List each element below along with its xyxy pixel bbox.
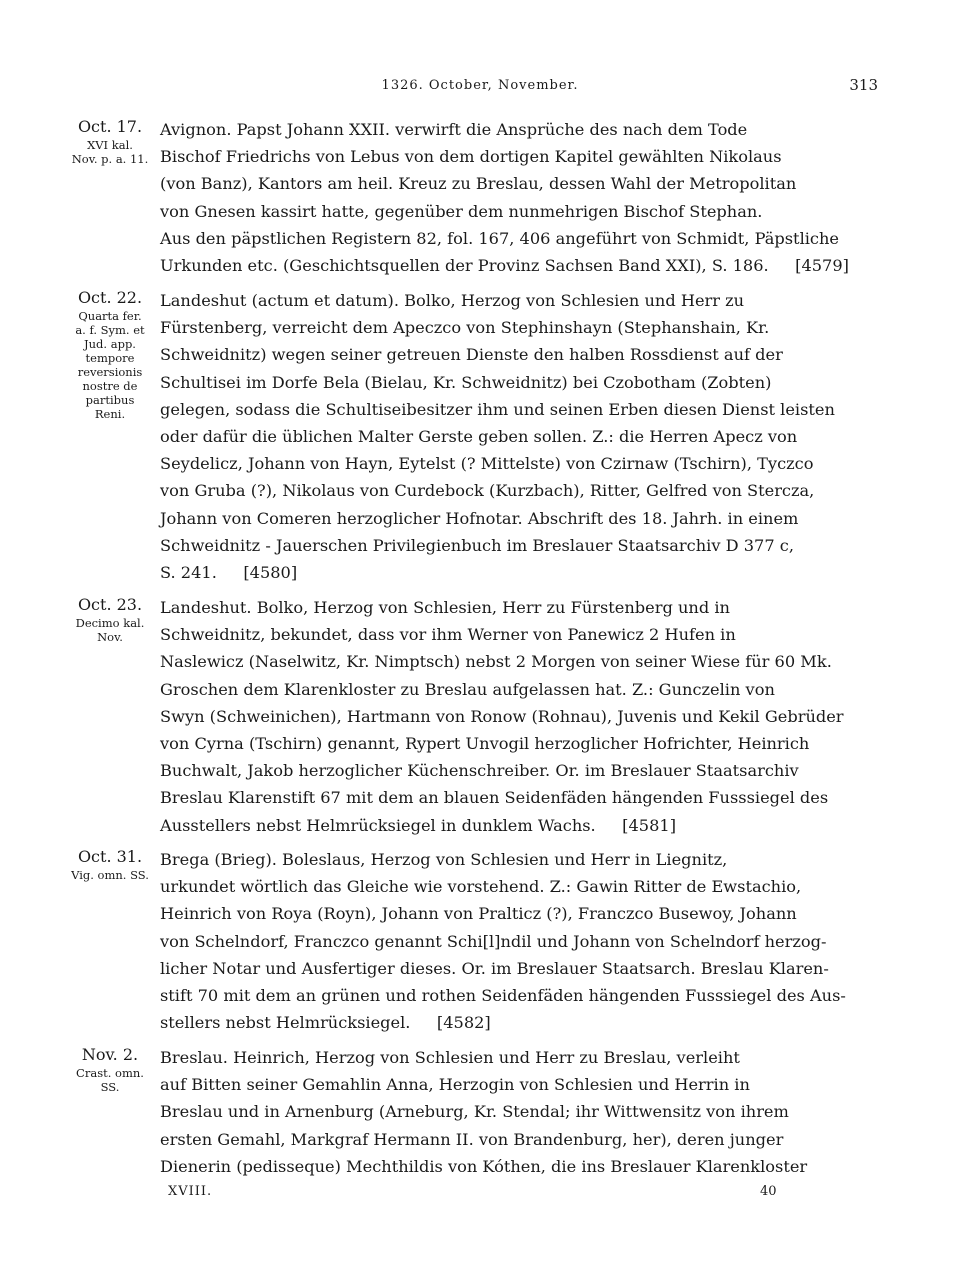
text-line: (von Banz), Kantors am heil. Kreuz zu Breslau, dessen Wahl der Metropolitan <box>160 174 797 194</box>
text-line: Landeshut (actum et datum). Bolko, Herzog von Schlesien und Herr zu <box>160 291 745 310</box>
entry-date: Oct. 17. <box>77 117 143 136</box>
text-line: stellers nebst Helmrücksiegel. [4582] <box>160 1013 491 1033</box>
text-line: Johann von Comeren herzoglicher Hofnotar. Abschrift des 18. Jahrh. in einem <box>160 508 799 528</box>
entry-date: Oct. 22. <box>77 288 143 307</box>
margin-note: Reni. <box>94 407 126 421</box>
margin-note: Decimo kal. <box>75 616 145 630</box>
text-line: Buchwalt, Jakob herzoglicher Küchenschreiber. Or. im Breslauer Staatsarchiv <box>160 761 799 781</box>
text-line: von Cyrna (Tschirn) genannt, Rypert Unvogil herzoglicher Hofrichter, Heinrich <box>160 734 810 754</box>
margin-note: XVI kal. <box>87 138 133 152</box>
text-line: Swyn (Schweinichen), Hartmann von Ronow (Rohnau), Juvenis und Kekil Gebrüder <box>160 706 844 726</box>
entry-text <box>160 846 878 1036</box>
text-line: licher Notar und Ausfertiger dieses. Or. im Breslauer Staatsarch. Breslau Klaren- <box>160 958 829 978</box>
running-title: 1326. October, November. <box>381 78 579 93</box>
text-line: Breslau. Heinrich, Herzog von Schlesien und Herr zu Breslau, verleiht <box>160 1048 740 1067</box>
margin-note: partibus <box>85 393 135 407</box>
text-line: Schultisei im Dorfe Bela (Bielau, Kr. Schweidnitz) bei Czobotham (Zobten) <box>160 372 772 392</box>
text-line: stift 70 mit dem an grünen und rothen Seidenfäden hängenden Fusssiegel des Aus- <box>160 986 846 1006</box>
text-line: Aus den päpstlichen Registern 82, fol. 167, 406 angeführt von Schmidt, Päpstliche <box>160 228 839 248</box>
text-line: Breslau und in Arnenburg (Arneburg, Kr. Stendal; ihr Wittwensitz von ihrem <box>160 1102 789 1122</box>
margin-note: Quarta fer. <box>78 309 142 323</box>
text-line: Dienerin (pedisseque) Mechthildis von Kóthen, die ins Breslauer Klarenkloster <box>160 1156 808 1176</box>
entry-margin <box>62 1044 158 1094</box>
entry-margin <box>62 116 158 166</box>
text-line: Heinrich von Roya (Royn), Johann von Pralticz (?), Franczco Busewoy, Johann <box>160 904 797 924</box>
text-line: Schweidnitz - Jauerschen Privilegienbuch im Breslauer Staatsarchiv D 377 c, <box>160 535 794 555</box>
text-line: von Gruba (?), Nikolaus von Curdebock (Kurzbach), Ritter, Gelfred von Stercza, <box>160 481 815 501</box>
text-line: Naslewicz (Naselwitz, Kr. Nimptsch) nebst 2 Morgen von seiner Wiese für 60 Mk. <box>160 652 832 672</box>
entry-margin <box>62 846 158 882</box>
signature-mark: XVIII. <box>168 1184 213 1199</box>
text-line: ersten Gemahl, Markgraf Hermann II. von Brandenburg, her), deren junger <box>160 1129 784 1149</box>
text-line: Fürstenberg, verreicht dem Apeczco von Stephinshayn (Stephanshain, Kr. <box>160 318 770 338</box>
entry-text <box>160 1044 878 1180</box>
margin-note: Vig. omn. SS. <box>71 868 149 882</box>
text-line: von Schelndorf, Franczco genannt Schi[l]ndil und Johann von Schelndorf herzog- <box>160 931 827 951</box>
entry-margin <box>62 287 158 421</box>
margin-note: Jud. app. <box>84 337 136 351</box>
page-header <box>0 78 960 100</box>
text-line: Urkunden etc. (Geschichtsquellen der Provinz Sachsen Band XXI), S. 186. [4579] <box>160 256 849 276</box>
text-line: von Gnesen kassirt hatte, gegenüber dem nunmehrigen Bischof Stephan. <box>160 201 763 221</box>
text-line: Schweidnitz) wegen seiner getreuen Dienste den halben Rossdienst auf der <box>160 345 783 365</box>
text-line: Breslau Klarenstift 67 mit dem an blauen Seidenfäden hängenden Fusssiegel des <box>160 788 829 808</box>
sheet-number: 40 <box>760 1184 777 1199</box>
text-line: Landeshut. Bolko, Herzog von Schlesien, Herr zu Fürstenberg und in <box>160 598 730 617</box>
text-line: auf Bitten seiner Gemahlin Anna, Herzogin von Schlesien und Herrin in <box>160 1075 750 1095</box>
entry-date: Oct. 31. <box>77 847 143 866</box>
text-line: Groschen dem Klarenkloster zu Breslau aufgelassen hat. Z.: Gunczelin von <box>160 679 775 699</box>
entry-date: Nov. 2. <box>81 1045 139 1064</box>
text-line: Brega (Brieg). Boleslaus, Herzog von Schlesien und Herr in Liegnitz, <box>160 850 728 869</box>
margin-note: Nov. <box>97 630 123 644</box>
entry-text <box>160 116 878 279</box>
entry-text <box>160 594 878 839</box>
text-line: Avignon. Papst Johann XXII. verwirft die Ansprüche des nach dem Tode <box>160 120 748 139</box>
text-line: gelegen, sodass die Schultiseibesitzer ihm und seinen Erben diesen Dienst leisten <box>160 399 835 419</box>
margin-note: Nov. p. a. 11. <box>71 152 149 166</box>
page-number: 313 <box>849 76 878 94</box>
text-line: Ausstellers nebst Helmrücksiegel in dunklem Wachs. [4581] <box>160 815 677 835</box>
entry-margin <box>62 594 158 644</box>
text-line: Schweidnitz, bekundet, dass vor ihm Werner von Panewicz 2 Hufen in <box>160 625 736 645</box>
text-line: oder dafür die üblichen Malter Gerste geben sollen. Z.: die Herren Apecz von <box>160 427 798 447</box>
margin-note: tempore <box>85 351 135 365</box>
text-line: urkundet wörtlich das Gleiche wie vorstehend. Z.: Gawin Ritter de Ewstachio, <box>160 877 802 897</box>
margin-note: SS. <box>100 1080 120 1094</box>
text-line: S. 241. [4580] <box>160 563 298 583</box>
margin-note: a. f. Sym. et <box>75 323 145 337</box>
margin-note: reversionis <box>77 365 143 379</box>
entry-text <box>160 287 878 586</box>
text-line: Bischof Friedrichs von Lebus von dem dortigen Kapitel gewählten Nikolaus <box>160 147 782 167</box>
entry-date: Oct. 23. <box>77 595 143 614</box>
margin-note: Crast. omn. <box>76 1066 144 1080</box>
margin-note: nostre de <box>82 379 138 393</box>
text-line: Seydelicz, Johann von Hayn, Eytelst (? Mittelste) von Czirnaw (Tschirn), Tyczco <box>160 454 814 474</box>
